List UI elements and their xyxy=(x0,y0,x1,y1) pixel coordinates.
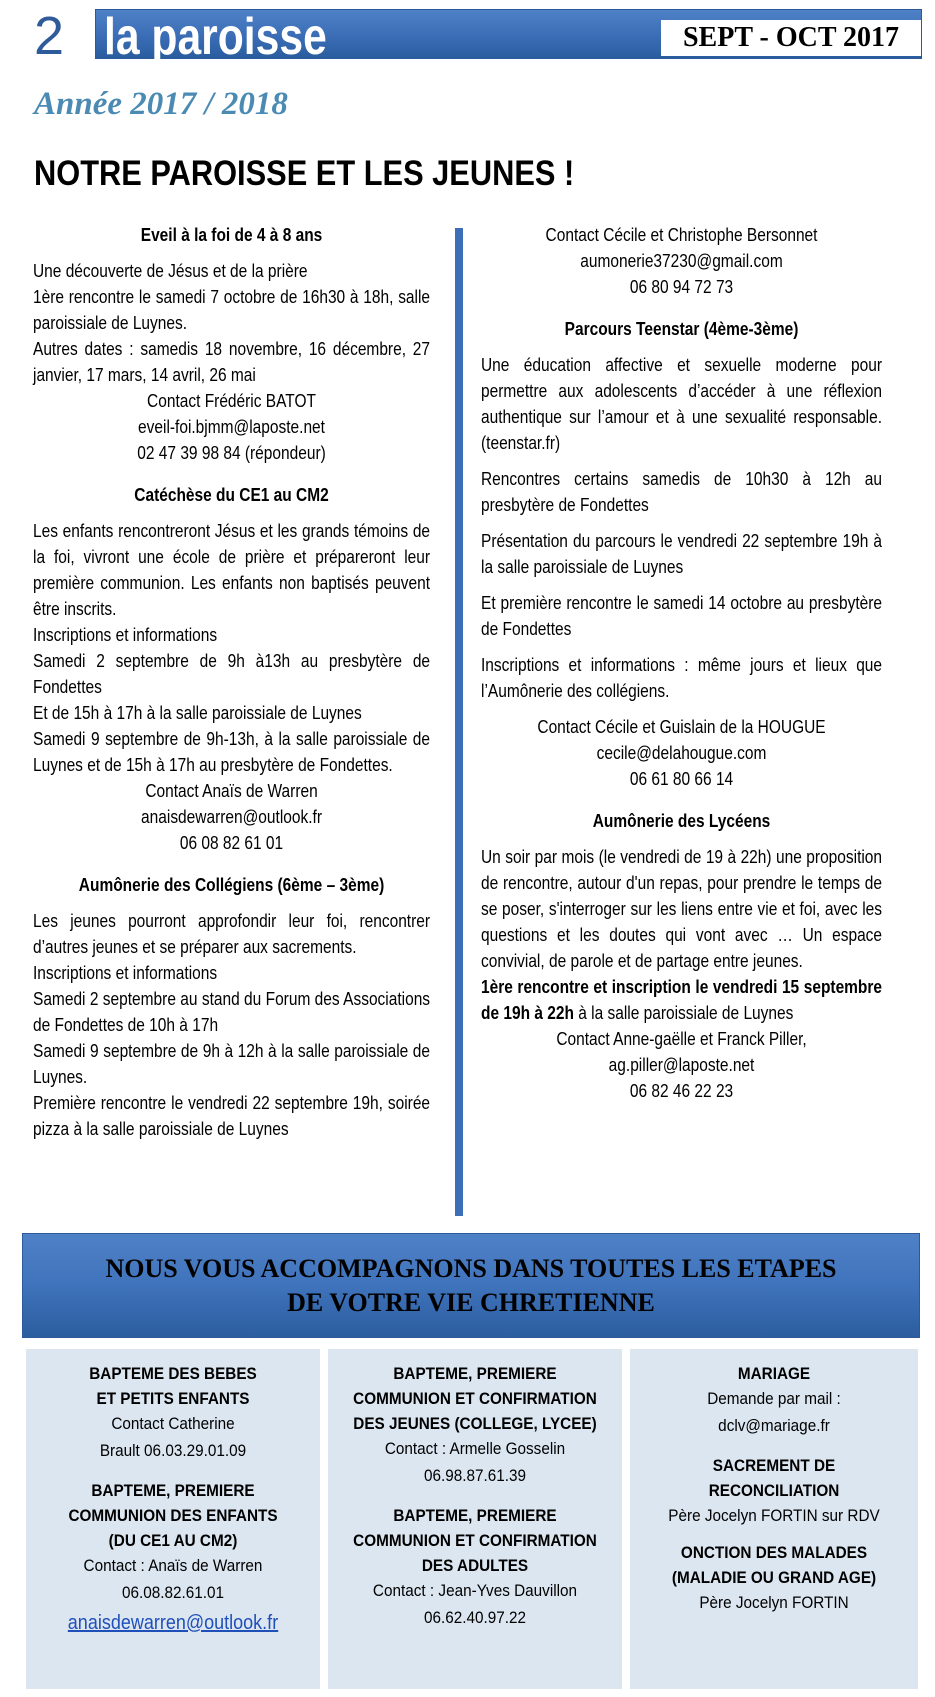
right-column xyxy=(481,222,883,1104)
box-contact: Brault 06.03.29.01.09 xyxy=(99,1441,247,1460)
box-contact: Contact : Armelle Gosselin xyxy=(384,1439,566,1458)
box-heading: RECONCILIATION xyxy=(708,1481,840,1500)
lyceens-first-meeting-bold: 1ère rencontre et inscription le vendredi 15 septembre de 19h à 22h xyxy=(481,977,883,1023)
collegiens-line: Samedi 2 septembre au stand du Forum des Associations de Fondettes de 10h à 17h xyxy=(33,989,431,1035)
collegiens-title: Aumônerie des Collégiens (6ème – 3ème) xyxy=(78,875,385,895)
box-contact: Contact : Anaïs de Warren xyxy=(83,1556,263,1575)
sacrament-boxes xyxy=(26,1349,918,1689)
collegiens-contact: Contact Cécile et Christophe Bersonnet xyxy=(545,225,818,245)
box-marriage xyxy=(630,1349,918,1689)
box-heading: DES ADULTES xyxy=(421,1556,529,1575)
teenstar-phone: 06 61 80 66 14 xyxy=(629,769,734,789)
catechese-line: Et de 15h à 17h à la salle paroissiale de Luynes xyxy=(33,703,362,723)
eveil-line: Une découverte de Jésus et de la prière xyxy=(33,261,308,281)
box-heading: (DU CE1 AU CM2) xyxy=(108,1531,238,1550)
lyceens-para: Un soir par mois (le vendredi de 19 à 22h) une proposition de rencontre, autour d'un repas, pour prendre le temps de se poser, s'interroger sur les liens entre vie et foi, avec les questions et les doutes qui vont avec … Un espace convivial, de parole et de partage entre jeunes. xyxy=(481,847,883,971)
catechese-line: Inscriptions et informations xyxy=(33,625,218,645)
box-heading: BAPTEME, PREMIERE xyxy=(393,1364,557,1383)
catechese-phone: 06 08 82 61 01 xyxy=(179,833,284,853)
lyceens-email[interactable]: ag.piller@laposte.net xyxy=(608,1055,755,1075)
box-heading: ET PETITS ENFANTS xyxy=(96,1389,250,1408)
accompany-line: NOUS VOUS ACCOMPAGNONS DANS TOUTES LES ETAPES xyxy=(105,1253,837,1283)
catechese-title: Catéchèse du CE1 au CM2 xyxy=(134,485,329,505)
box-contact: Contact Catherine xyxy=(111,1414,235,1433)
year-heading: Année 2017 / 2018 xyxy=(34,86,288,122)
collegiens-line: Inscriptions et informations xyxy=(33,963,218,983)
box-heading: BAPTEME, PREMIERE xyxy=(91,1481,255,1500)
header-banner xyxy=(95,8,922,66)
collegiens-line: Samedi 9 septembre de 9h à 12h à la salle paroissiale de Luynes. xyxy=(33,1041,431,1087)
accompany-banner xyxy=(22,1233,920,1338)
lyceens-first-meeting xyxy=(481,974,882,1026)
catechese-line: Samedi 2 septembre de 9h à13h au presbytère de Fondettes xyxy=(33,651,431,697)
left-column xyxy=(33,222,431,1142)
collegiens-phone: 06 80 94 72 73 xyxy=(629,277,734,297)
box-heading: COMMUNION ET CONFIRMATION xyxy=(353,1389,597,1408)
catechese-contact: Contact Anaïs de Warren xyxy=(145,781,318,801)
column-divider xyxy=(455,228,463,1216)
eveil-email[interactable]: eveil-foi.bjmm@laposte.net xyxy=(138,417,325,437)
eveil-contact: Contact Frédéric BATOT xyxy=(147,391,316,411)
box-heading: SACREMENT DE xyxy=(712,1456,836,1475)
box-youth-adults xyxy=(328,1349,622,1689)
eveil-line: 1ère rencontre le samedi 7 octobre de 16h30 à 18h, salle paroissiale de Luynes. xyxy=(33,287,431,333)
box-children xyxy=(26,1349,320,1689)
teenstar-para: Présentation du parcours le vendredi 22 septembre 19h à la salle paroissiale de Luynes xyxy=(481,531,883,577)
accompany-line: DE VOTRE VIE CHRETIENNE xyxy=(287,1287,655,1317)
box-heading: BAPTEME DES BEBES xyxy=(89,1364,257,1383)
lyceens-title: Aumônerie des Lycéens xyxy=(592,811,771,831)
teenstar-contact: Contact Cécile et Guislain de la HOUGUE xyxy=(537,717,826,737)
box-email[interactable]: dclv@mariage.fr xyxy=(718,1416,830,1435)
collegiens-line: Les jeunes pourront approfondir leur foi, rencontrer d’autres jeunes et se préparer aux sacrements. xyxy=(33,911,431,957)
box-heading: COMMUNION ET CONFIRMATION xyxy=(353,1531,597,1550)
catechese-line: Samedi 9 septembre de 9h-13h, à la salle paroissiale de Luynes et de 15h à 17h au presbytère de Fondettes. xyxy=(33,729,431,775)
catechese-email[interactable]: anaisdewarren@outlook.fr xyxy=(141,807,322,827)
box-contact: Contact : Jean-Yves Dauvillon xyxy=(372,1581,578,1600)
eveil-title: Eveil à la foi de 4 à 8 ans xyxy=(140,225,323,245)
box-phone: 06.62.40.97.22 xyxy=(423,1608,527,1627)
catechese-line: Les enfants rencontreront Jésus et les grands témoins de la foi, vivront une école de prière et prépareront leur première communion. Les enfants non baptisés peuvent être inscrits. xyxy=(33,521,431,619)
lyceens-phone: 06 82 46 22 23 xyxy=(629,1081,734,1101)
page-number: 2 xyxy=(34,6,65,66)
box-contact: Père Jocelyn FORTIN sur RDV xyxy=(668,1506,880,1525)
box-heading: MARIAGE xyxy=(737,1364,811,1383)
box-phone: 06.08.82.61.01 xyxy=(121,1583,225,1602)
teenstar-email[interactable]: cecile@delahougue.com xyxy=(596,743,767,763)
box-heading: ONCTION DES MALADES xyxy=(680,1543,868,1562)
eveil-line: Autres dates : samedis 18 novembre, 16 décembre, 27 janvier, 17 mars, 14 avril, 26 mai xyxy=(33,339,431,385)
lyceens-contact: Contact Anne-gaëlle et Franck Piller, xyxy=(556,1029,807,1049)
issue-date: SEPT - OCT 2017 xyxy=(661,20,921,56)
box-contact: Demande par mail : xyxy=(707,1389,841,1408)
teenstar-para: Inscriptions et informations : même jours et lieux que l’Aumônerie des collégiens. xyxy=(481,655,883,701)
box-heading: DES JEUNES (COLLEGE, LYCEE) xyxy=(353,1414,597,1433)
box-heading: (MALADIE OU GRAND AGE) xyxy=(671,1568,877,1587)
box-email-link[interactable]: anaisdewarren@outlook.fr xyxy=(67,1612,279,1634)
box-heading: COMMUNION DES ENFANTS xyxy=(68,1506,278,1525)
teenstar-para: Une éducation affective et sexuelle moderne pour permettre aux adolescents d’accéder à une réflexion authentique sur l’amour et à une sexualité responsable.(teenstar.fr) xyxy=(481,355,883,453)
page-title: NOTRE PAROISSE ET LES JEUNES ! xyxy=(34,154,575,193)
section-title: la paroisse xyxy=(104,8,327,66)
box-contact: Père Jocelyn FORTIN xyxy=(699,1593,849,1612)
teenstar-para: Rencontres certains samedis de 10h30 à 12h au presbytère de Fondettes xyxy=(481,469,883,515)
lyceens-first-meeting-rest: à la salle paroissiale de Luynes xyxy=(573,1003,794,1023)
collegiens-line: Première rencontre le vendredi 22 septembre 19h, soirée pizza à la salle paroissiale de Luynes xyxy=(33,1093,431,1139)
eveil-phone: 02 47 39 98 84 (répondeur) xyxy=(137,443,326,463)
collegiens-email[interactable]: aumonerie37230@gmail.com xyxy=(580,251,783,271)
teenstar-para: Et première rencontre le samedi 14 octobre au presbytère de Fondettes xyxy=(481,593,883,639)
box-phone: 06.98.87.61.39 xyxy=(423,1466,527,1485)
box-heading: BAPTEME, PREMIERE xyxy=(393,1506,557,1525)
page-header xyxy=(0,0,935,70)
teenstar-title: Parcours Teenstar (4ème-3ème) xyxy=(564,319,799,339)
